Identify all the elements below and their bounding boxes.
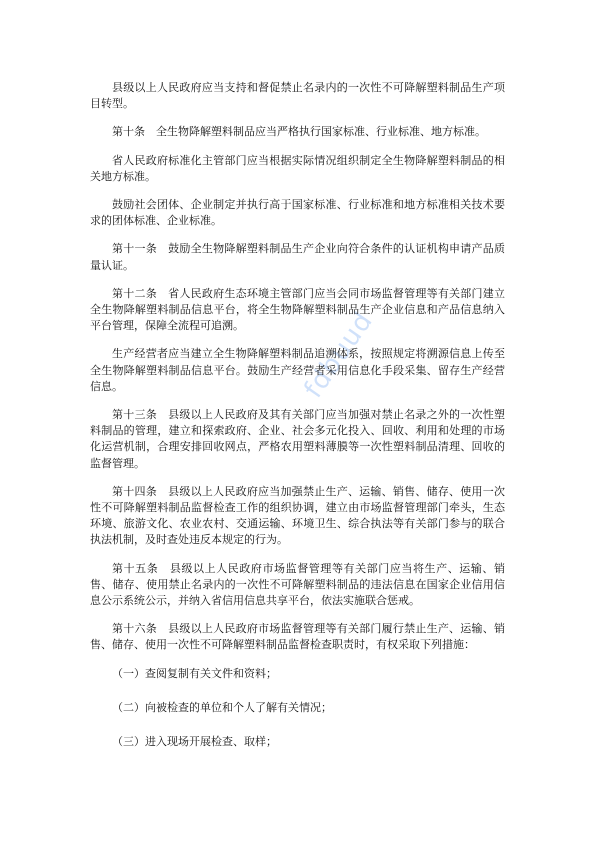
- article-15: 第十五条 县级以上人民政府市场监督管理等有关部门应当将生产、运输、销售、储存、使用禁止名录内的一次性不可降解塑料制品的违法信息在国家企业信用信息公示系统公示，并纳入省信用信息共享平台，依法实施联合惩戒。: [90, 561, 505, 608]
- article-12: 第十二条 省人民政府生态环境主管部门应当会同市场监督管理等有关部门建立全生物降解塑料制品信息平台，将全生物降解塑料制品生产企业信息和产品信息纳入平台管理，保障全流程可追溯。: [90, 286, 505, 333]
- document-page: [90, 80, 505, 768]
- article-11: 第十一条 鼓励全生物降解塑料制品生产企业向符合条件的认证机构申请产品质量认证。: [90, 242, 505, 272]
- list-item: （二）向被检查的单位和个人了解有关情况；: [112, 700, 332, 714]
- paragraph: 省人民政府标准化主管部门应当根据实际情况组织制定全生物降解塑料制品的相关地方标准。: [90, 153, 505, 183]
- watermark: fdbuud: [298, 306, 380, 404]
- list-item: （三）进入现场开展检查、取样；: [112, 735, 277, 749]
- paragraph: 鼓励社会团体、企业制定并执行高于国家标准、行业标准和地方标准相关技术要求的团体标准、企业标准。: [90, 198, 505, 228]
- paragraph: 县级以上人民政府应当支持和督促禁止名录内的一次性不可降解塑料制品生产项目转型。: [90, 81, 505, 111]
- list-item: （一）查阅复制有关文件和资料；: [112, 666, 277, 680]
- article-10: 第十条 全生物降解塑料制品应当严格执行国家标准、行业标准、地方标准。: [112, 125, 486, 139]
- article-14: 第十四条 县级以上人民政府应当加强禁止生产、运输、销售、储存、使用一次性不可降解塑料制品监督检查工作的组织协调，建立由市场监督管理部门牵头，生态环境、旅游文化、农业农村、交通运输、环境卫生、综合执法等有关部门参与的联合执法机制，及时查处违反本规定的行为。: [90, 484, 505, 547]
- article-13: 第十三条 县级以上人民政府及其有关部门应当加强对禁止名录之外的一次性塑料制品的管理，建立和探索政府、企业、社会多元化投入、回收、利用和处理的市场化运营机制，合理安排回收网点，严格农用塑料薄膜等一次性塑料制品清理、回收的监督管理。: [90, 408, 505, 470]
- article-16: 第十六条 县级以上人民政府市场监督管理等有关部门履行禁止生产、运输、销售、储存、使用一次性不可降解塑料制品监督检查职责时，有权采取下列措施：: [90, 622, 505, 652]
- paragraph: 生产经营者应当建立全生物降解塑料制品追溯体系，按照规定将溯源信息上传至全生物降解塑料制品信息平台。鼓励生产经营者采用信息化手段采集、留存生产经营信息。: [90, 347, 505, 393]
